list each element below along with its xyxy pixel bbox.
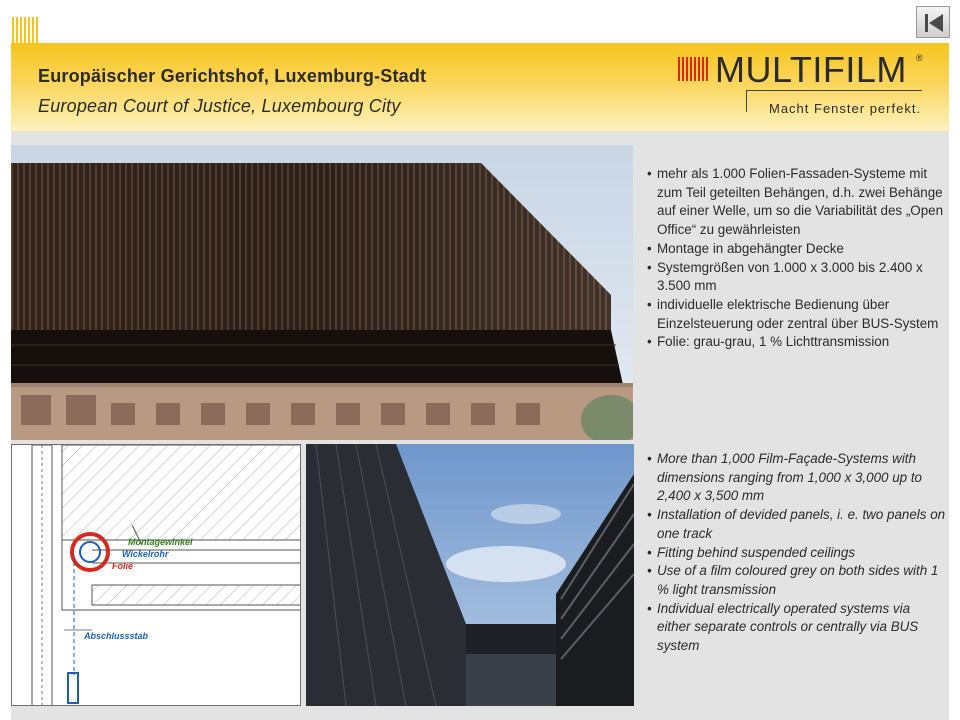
label-wickelrohr: Wickelrohr xyxy=(122,549,169,559)
logo-divider-horizontal xyxy=(746,90,922,91)
list-item: • Fitting behind suspended ceilings xyxy=(647,544,947,563)
multifilm-stripes-icon xyxy=(678,57,708,81)
list-item: • Systemgrößen von 1.000 x 3.000 bis 2.400 x 3.500 mm xyxy=(647,259,947,296)
logo-tagline: Macht Fenster perfekt. xyxy=(769,101,922,116)
label-montagewinkel: Montagewinkel xyxy=(128,537,193,547)
page-title-german: Europäischer Gerichtshof, Luxemburg-Stadt xyxy=(38,66,427,86)
feature-list-german xyxy=(647,165,947,352)
list-item: • Folie: grau-grau, 1 % Lichttransmission xyxy=(647,333,947,352)
multifilm-wordmark: MULTIFILM xyxy=(715,49,907,90)
corner-stripes-logo xyxy=(12,17,40,43)
registered-mark: ® xyxy=(916,53,923,63)
list-item: • mehr als 1.000 Folien-Fassaden-Systeme mit zum Teil geteilten Behängen, d.h. zwei Behänge auf einer Welle, um so die Variabilität des „Open Office“ zu gewährleisten xyxy=(647,165,947,240)
technical-drawing xyxy=(11,444,301,706)
list-item: • Individual electrically operated systems via either separate controls or centrally via BUS system xyxy=(647,600,947,656)
list-item: • individuelle elektrische Bedienung über Einzelsteuerung oder zentral über BUS-System xyxy=(647,296,947,333)
label-folie: Folie xyxy=(112,561,134,571)
label-abschlussstab: Abschlussstab xyxy=(84,631,149,641)
list-item: • More than 1,000 Film-Façade-Systems with dimensions ranging from 1,000 x 3,000 up to 2,400 x 3,500 mm xyxy=(647,450,947,506)
building-facade-photo xyxy=(11,145,633,440)
logo-divider-vertical xyxy=(746,90,747,112)
list-item: • Use of a film coloured grey on both sides with 1 % light transmission xyxy=(647,562,947,599)
list-item: • Montage in abgehängter Decke xyxy=(647,240,947,259)
skip-back-icon xyxy=(917,7,951,39)
feature-list-english xyxy=(647,450,947,656)
header-band xyxy=(11,43,949,131)
page-title-english: European Court of Justice, Luxembourg City xyxy=(38,96,401,116)
courtyard-photo xyxy=(306,444,634,706)
list-item: • Installation of devided panels, i. e. two panels on one track xyxy=(647,506,947,543)
back-button[interactable] xyxy=(916,6,950,38)
